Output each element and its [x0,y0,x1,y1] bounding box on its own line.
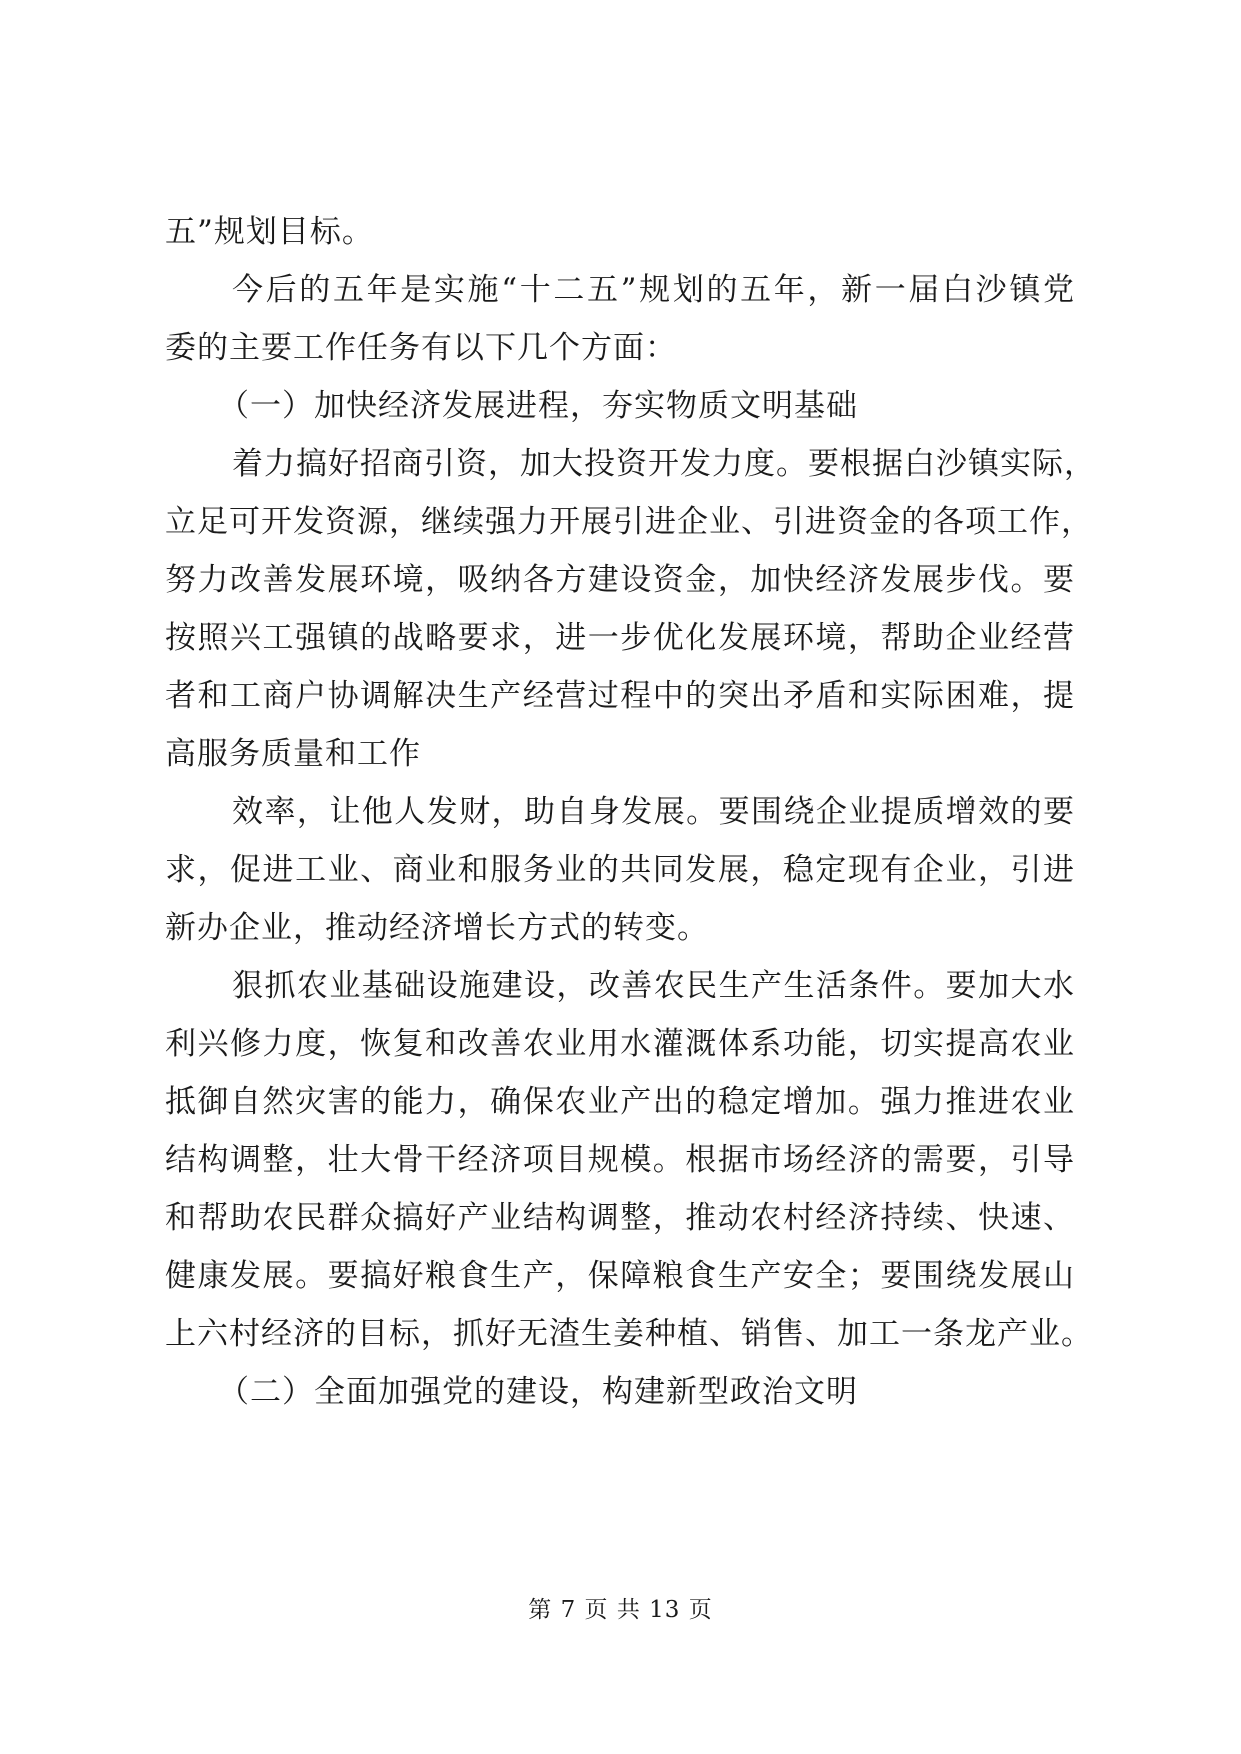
paragraph-line: 健康发展。要搞好粮食生产，保障粮食生产安全；要围绕发展山 [165,1258,1075,1294]
paragraph-line: 今后的五年是实施“十二五”规划的五年，新一届白沙镇党 [232,272,1075,308]
paragraph-line: 者和工商户协调解决生产经营过程中的突出矛盾和实际困难，提 [165,678,1075,714]
paragraph-line: 上六村经济的目标，抓好无渣生姜种植、销售、加工一条龙产业。 [165,1316,1093,1352]
paragraph-line: 利兴修力度，恢复和改善农业用水灌溉体系功能，切实提高农业 [165,1026,1075,1062]
paragraph-line: 效率，让他人发财，助自身发展。要围绕企业提质增效的要 [232,794,1075,830]
paragraph-line: 求，促进工业、商业和服务业的共同发展，稳定现有企业，引进 [165,852,1075,888]
paragraph-line: 着力搞好招商引资，加大投资开发力度。要根据白沙镇实际， [232,446,1096,482]
page-number-footer: 第 7 页 共 13 页 [528,1597,713,1623]
paragraph-line: 努力改善发展环境，吸纳各方建设资金，加快经济发展步伐。要 [165,562,1075,598]
paragraph-line: 委的主要工作任务有以下几个方面： [165,330,677,366]
paragraph-line: 立足可开发资源，继续强力开展引进企业、引进资金的各项工作， [165,504,1093,540]
paragraph-line: 抵御自然灾害的能力，确保农业产出的稳定增加。强力推进农业 [165,1084,1075,1120]
section-heading: （一）加快经济发展进程，夯实物质文明基础 [218,388,858,424]
paragraph-line: 和帮助农民群众搞好产业结构调整，推动农村经济持续、快速、 [165,1200,1075,1236]
paragraph-line: 结构调整，壮大骨干经济项目规模。根据市场经济的需要，引导 [165,1142,1075,1178]
paragraph-line: 新办企业，推动经济增长方式的转变。 [165,910,709,946]
paragraph-line: 狠抓农业基础设施建设，改善农民生产生活条件。要加大水 [232,968,1075,1004]
section-heading: （二）全面加强党的建设，构建新型政治文明 [218,1374,858,1410]
paragraph-line: 五”规划目标。 [165,214,374,250]
paragraph-line: 按照兴工强镇的战略要求，进一步优化发展环境，帮助企业经营 [165,620,1075,656]
paragraph-line: 高服务质量和工作 [165,736,421,772]
